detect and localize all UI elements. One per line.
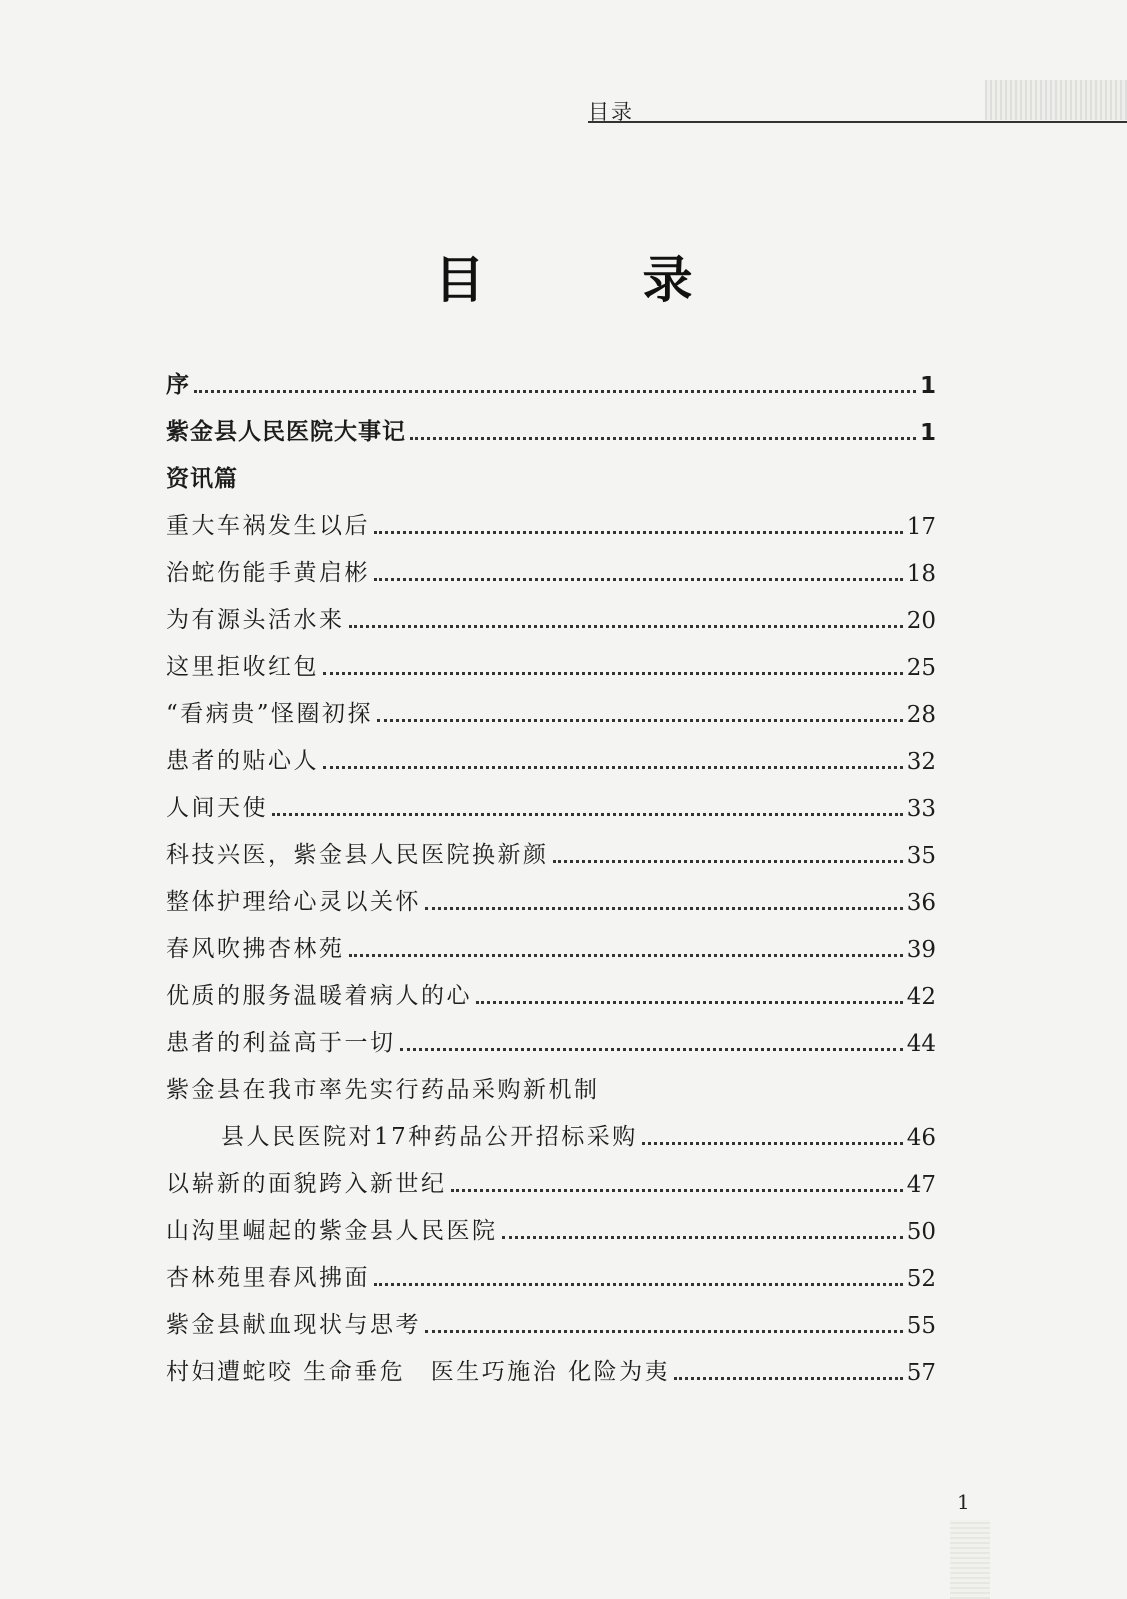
toc-entry (166, 681, 936, 728)
toc-leader-dots (374, 531, 903, 534)
toc-entry-title: 治蛇伤能手黄启彬 (166, 560, 370, 586)
toc-entry-page: 52 (906, 1266, 936, 1292)
toc-entry-title: “看病贵”怪圈初探 (166, 701, 374, 727)
toc-entry-page: 17 (906, 514, 936, 540)
toc-leader-dots (349, 625, 903, 628)
toc-entry-title: 村妇遭蛇咬 生命垂危 医生巧施治 化险为夷 (166, 1359, 671, 1385)
toc-entry-title: 杏林苑里春风拂面 (166, 1265, 370, 1291)
toc-leader-dots (349, 954, 903, 957)
toc-leader-dots (425, 907, 903, 910)
toc-entry-page: 46 (906, 1125, 936, 1151)
toc-entry-page: 20 (906, 608, 936, 634)
toc-leader-dots (451, 1189, 903, 1192)
toc-leader-dots (374, 578, 903, 581)
toc-entry (166, 728, 936, 775)
toc-entry-page: 47 (906, 1172, 936, 1198)
toc-entry-title: 优质的服务温暖着病人的心 (166, 983, 472, 1009)
toc-leader-dots (272, 813, 903, 816)
toc-leader-dots (377, 719, 903, 722)
toc-leader-dots (400, 1048, 903, 1051)
table-of-contents (166, 352, 936, 1386)
toc-entry-title: 山沟里崛起的紫金县人民医院 (166, 1218, 498, 1244)
toc-entry (166, 963, 936, 1010)
toc-leader-dots (642, 1142, 903, 1145)
toc-entry-page: 44 (906, 1031, 936, 1057)
toc-entry-page: 36 (906, 890, 936, 916)
scan-artifact-bottom (950, 1520, 990, 1599)
toc-entry (166, 822, 936, 869)
toc-entry-page: 35 (906, 843, 936, 869)
toc-leader-dots (476, 1001, 903, 1004)
toc-entry (166, 1057, 936, 1104)
header-rule (588, 121, 1127, 123)
toc-leader-dots (323, 672, 903, 675)
toc-entry-page: 28 (906, 702, 936, 728)
toc-entry (166, 916, 936, 963)
scan-artifact (985, 80, 1127, 120)
toc-entry-page: 55 (906, 1313, 936, 1339)
toc-leader-dots (425, 1330, 903, 1333)
toc-entry-page: 25 (906, 655, 936, 681)
toc-entry (166, 399, 936, 446)
toc-entry-page: 32 (906, 749, 936, 775)
toc-entry-title: 科技兴医，紫金县人民医院换新颜 (166, 842, 549, 868)
toc-leader-dots (194, 390, 916, 393)
toc-leader-dots (410, 437, 916, 440)
page-title: 目 录 (434, 251, 747, 309)
toc-entry-title: 县人民医院对17种药品公开招标采购 (221, 1124, 638, 1150)
toc-leader-dots (553, 860, 903, 863)
toc-entry-title: 整体护理给心灵以关怀 (166, 889, 421, 915)
toc-entry (166, 1339, 936, 1386)
toc-leader-dots (502, 1236, 903, 1239)
toc-entry-title: 患者的利益高于一切 (166, 1030, 396, 1056)
toc-entry-page: 33 (906, 796, 936, 822)
toc-entry-title: 紫金县人民医院大事记 (166, 419, 406, 445)
toc-entry-page: 50 (906, 1219, 936, 1245)
toc-entry-title: 以崭新的面貌跨入新世纪 (166, 1171, 447, 1197)
toc-entry (166, 587, 936, 634)
toc-entry-title: 春风吹拂杏林苑 (166, 936, 345, 962)
toc-entry-page: 57 (906, 1360, 936, 1386)
toc-entry (166, 1151, 936, 1198)
toc-entry-page: 42 (906, 984, 936, 1010)
running-header: 目录 (588, 100, 634, 124)
toc-entry-title: 资讯篇 (166, 466, 238, 492)
toc-entry-title: 患者的贴心人 (166, 748, 319, 774)
page-number: 1 (957, 1490, 970, 1514)
toc-entry (166, 869, 936, 916)
toc-entry (166, 1010, 936, 1057)
toc-entry (166, 352, 936, 399)
toc-leader-dots (674, 1377, 903, 1380)
toc-entry-title: 这里拒收红包 (166, 654, 319, 680)
toc-entry-title: 序 (166, 372, 190, 398)
toc-entry-title: 紫金县献血现状与思考 (166, 1312, 421, 1338)
toc-entry-page: 1 (919, 373, 936, 399)
toc-entry (166, 493, 936, 540)
toc-entry-page: 39 (906, 937, 936, 963)
toc-entry-title: 为有源头活水来 (166, 607, 345, 633)
toc-entry-title: 重大车祸发生以后 (166, 513, 370, 539)
toc-entry (166, 1104, 936, 1151)
toc-entry-page: 18 (906, 561, 936, 587)
toc-entry-page: 1 (919, 420, 936, 446)
toc-entry (166, 1198, 936, 1245)
toc-entry (166, 775, 936, 822)
toc-entry (166, 1245, 936, 1292)
toc-entry (166, 634, 936, 681)
toc-entry (166, 446, 936, 493)
toc-leader-dots (323, 766, 903, 769)
toc-entry (166, 540, 936, 587)
toc-entry (166, 1292, 936, 1339)
toc-entry-title: 紫金县在我市率先实行药品采购新机制 (166, 1077, 600, 1103)
toc-entry-title: 人间天使 (166, 795, 268, 821)
toc-leader-dots (374, 1283, 903, 1286)
